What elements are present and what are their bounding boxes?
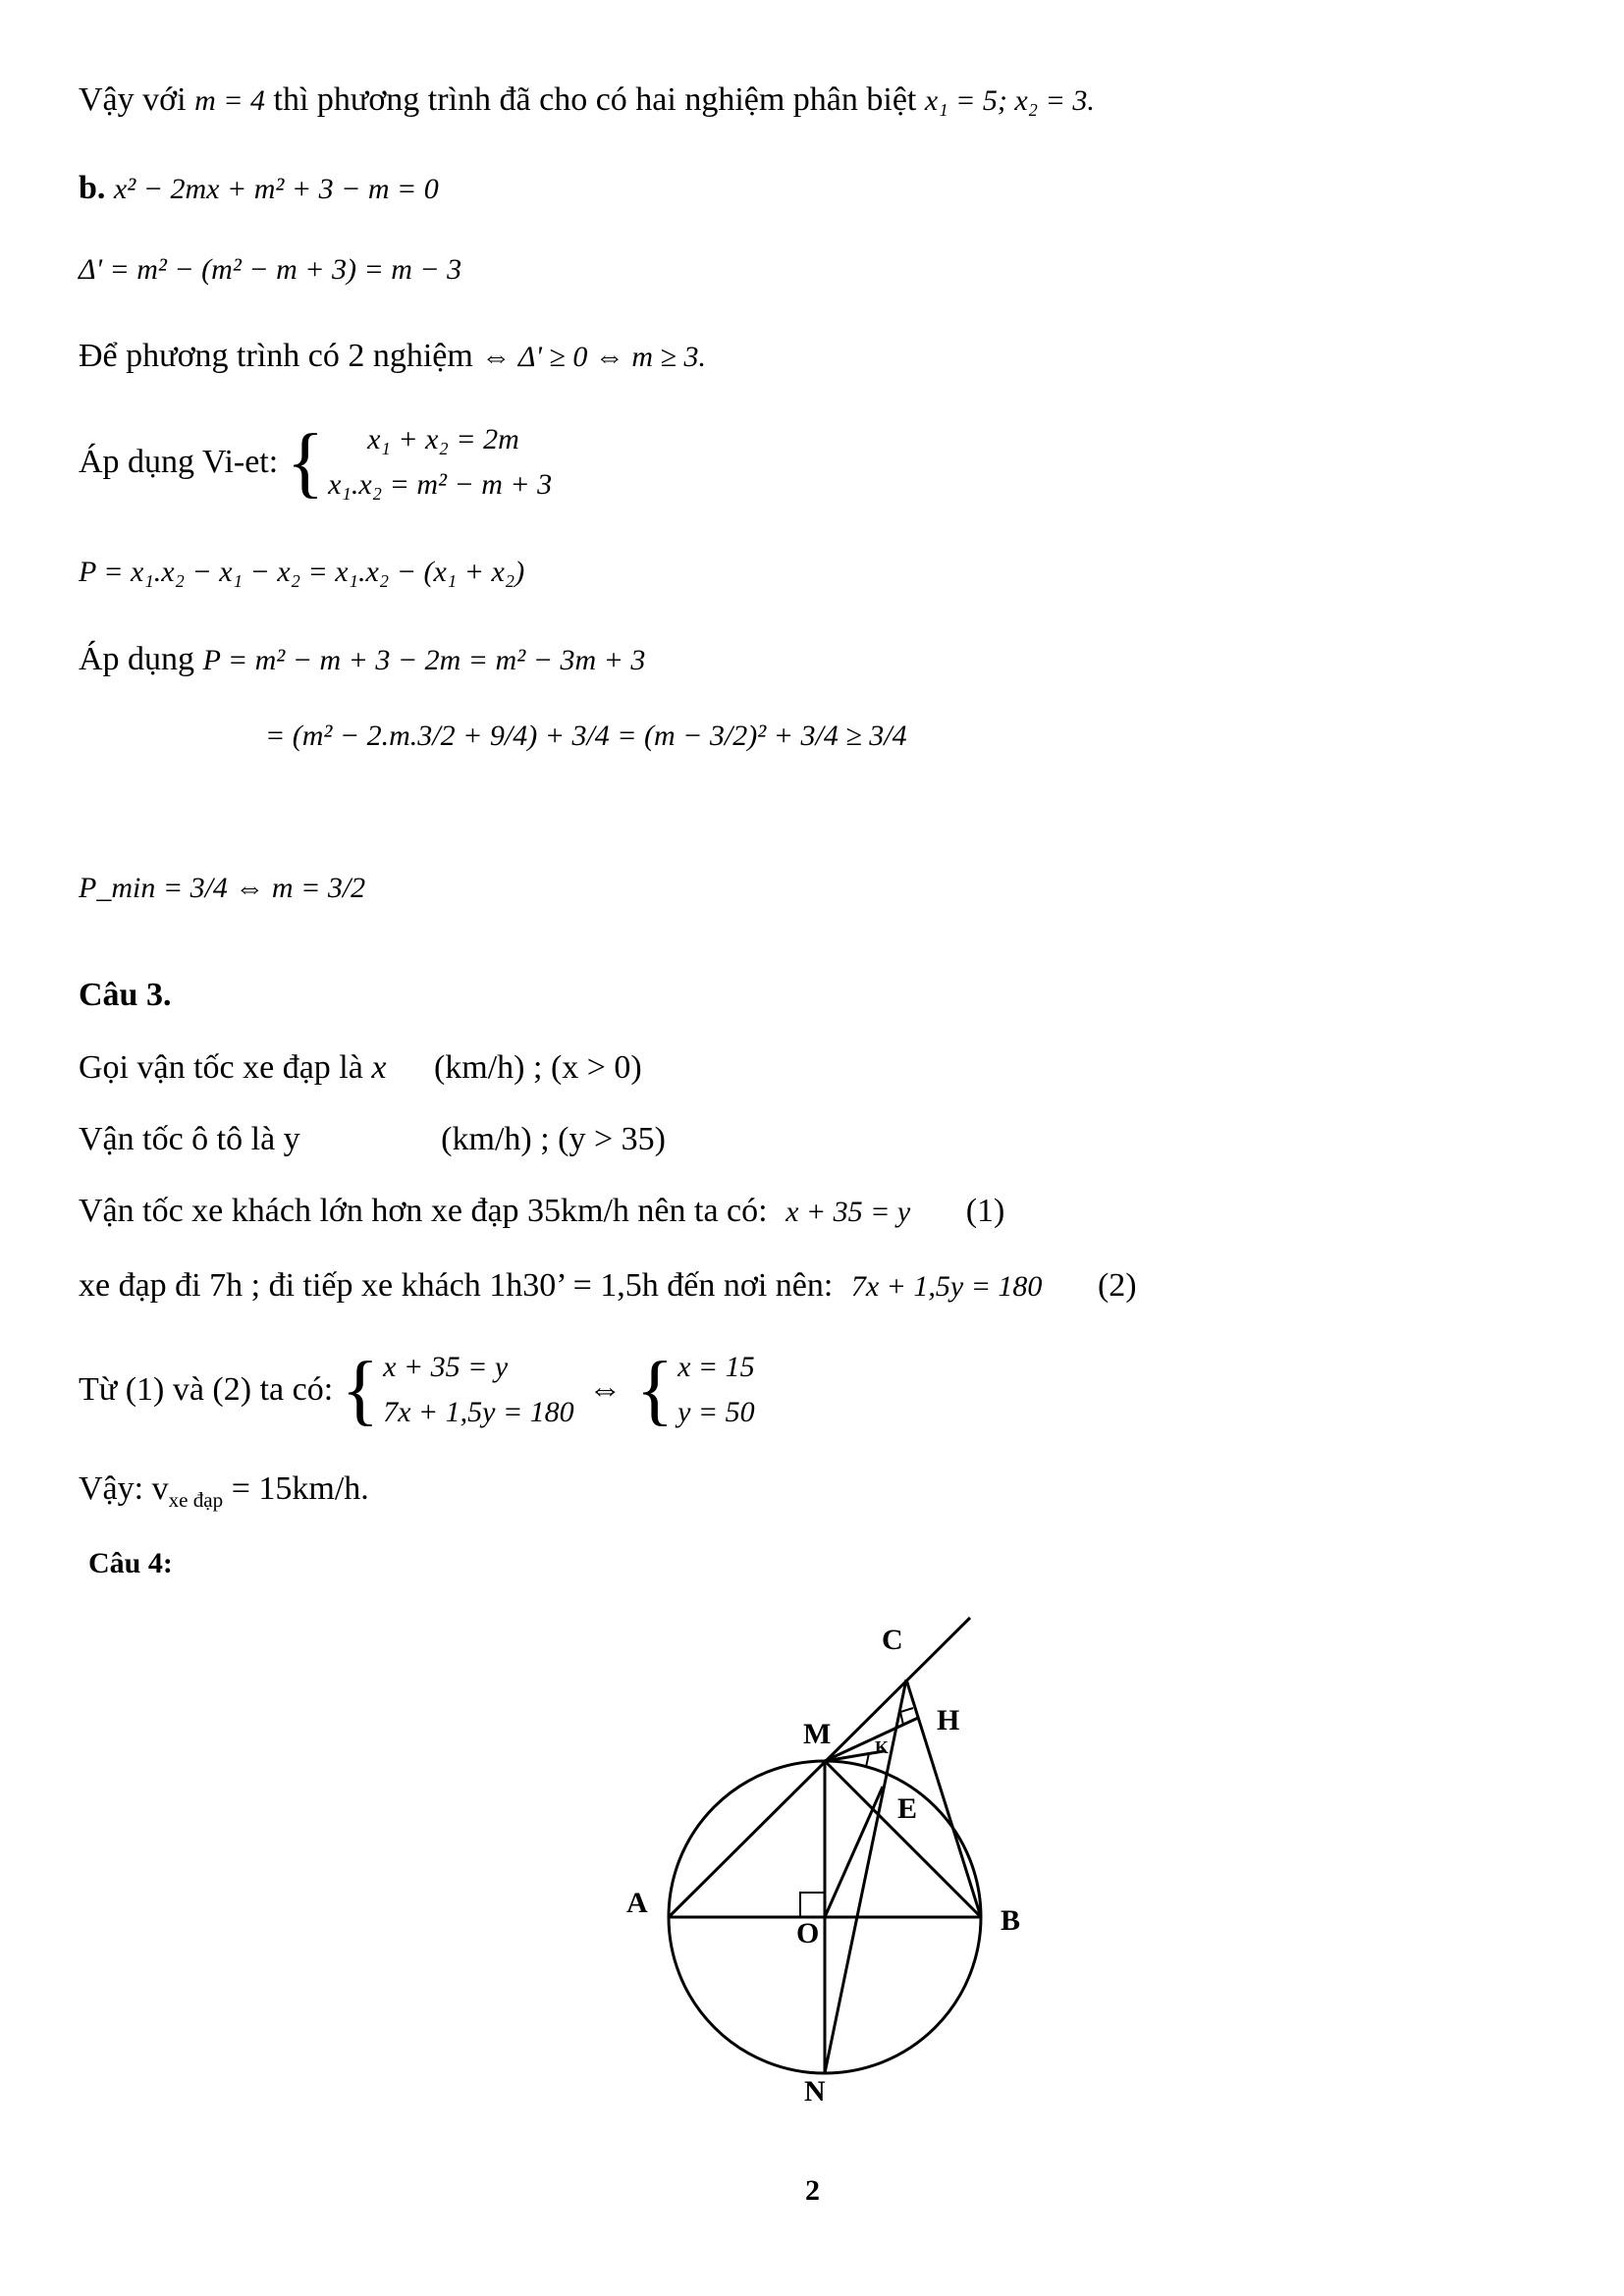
- sys-left2: 7x + 1,5y = 180: [383, 1396, 574, 1428]
- cau3-line3-tag: (1): [965, 1193, 1005, 1229]
- label-h: H: [937, 1704, 960, 1736]
- delta-line: Δ' = m² − (m² − m + 3) = m − 3: [79, 253, 462, 286]
- sys-right2: y = 50: [677, 1396, 755, 1428]
- apply-expr: P = m² − m + 3 − 2m = m² − 3m + 3: [202, 644, 646, 676]
- cau3-line4: [79, 1266, 1137, 1307]
- cau3-line3: [79, 1192, 1004, 1232]
- cau3-line3-text: Vận tốc xe khách lớn hơn xe đạp 35km/h nên ta có:: [79, 1193, 768, 1229]
- right-angle-o: [800, 1893, 825, 1917]
- label-m: M: [803, 1718, 832, 1750]
- label-k: K: [875, 1737, 890, 1757]
- geometry-figure: [0, 1590, 1624, 2199]
- cau3-line4-text: xe đạp đi 7h ; đi tiếp xe khách 1h30’ = 1,5h đến nơi nên:: [79, 1267, 834, 1304]
- square-expr: = (m² − 2.m.3/2 + 9/4) + 3/4 = (m − 3/2)² + 3/4 ≥ 3/4: [265, 720, 907, 752]
- pmin-expr: P_min = 3/4 ⇔ m = 3/2: [79, 872, 366, 904]
- vieta-system: [287, 417, 552, 507]
- p-expression: P = x₁.x₂ − x₁ − x₂ = x₁.x₂ − (x₁ + x₂): [79, 556, 525, 588]
- cau3-system-line: [79, 1345, 755, 1435]
- vieta-label: Áp dụng Vi-et:: [79, 444, 279, 480]
- segment-cn: [825, 1680, 906, 2073]
- cau3-line1-text: Gọi vận tốc xe đạp là: [79, 1049, 363, 1086]
- cau3-line5-text: Từ (1) và (2) ta có:: [79, 1371, 334, 1408]
- condition-math: ⇔ Δ' ≥ 0 ⇔ m ≥ 3.: [481, 341, 706, 373]
- segment-oe: [825, 1787, 883, 1917]
- cau3-line2: [79, 1120, 666, 1159]
- brace-icon: {: [341, 1347, 380, 1433]
- label-a: A: [626, 1887, 648, 1919]
- conclusion-sub: xe đạp: [168, 1487, 224, 1512]
- brace-icon: {: [635, 1347, 675, 1433]
- cau3-system-right: [636, 1345, 755, 1435]
- vieta-block: [79, 417, 552, 507]
- line-amc: [669, 1618, 970, 1917]
- cau4-heading: Câu 4:: [88, 1547, 173, 1579]
- conclusion-prefix: Vậy: v: [79, 1470, 169, 1507]
- apply-label: Áp dụng: [79, 641, 195, 677]
- cau3-line1-unit: (km/h) ;: [433, 1049, 543, 1086]
- sys-left1: x + 35 = y: [383, 1351, 509, 1383]
- cau3-line4-eq: 7x + 1,5y = 180: [850, 1270, 1043, 1303]
- part-b-label: b.: [79, 170, 106, 206]
- cau3-heading: Câu 3.: [79, 977, 172, 1013]
- vieta-line2: x₁.x₂ = m² − m + 3: [328, 468, 553, 501]
- label-o: O: [796, 1917, 820, 1949]
- cau3-line4-tag: (2): [1097, 1267, 1137, 1304]
- vieta-line1: x₁ + x₂ = 2m: [367, 423, 519, 455]
- label-e: E: [897, 1792, 918, 1825]
- condition-line: [79, 337, 706, 377]
- condition-text: Để phương trình có 2 nghiệm: [79, 338, 473, 374]
- apply-line: [79, 640, 645, 680]
- sys-right1: x = 15: [677, 1351, 755, 1383]
- brace-icon: {: [286, 419, 325, 506]
- equiv-symbol: ⇔: [588, 1371, 623, 1408]
- cau3-line2-unit: (km/h) ; (y > 35): [441, 1121, 666, 1157]
- label-n: N: [804, 2075, 826, 2108]
- conclusion-a-text2: thì phương trình đã cho có hai nghiệm phân biệt: [273, 81, 917, 118]
- label-c: C: [882, 1624, 903, 1656]
- cau3-conclusion: [79, 1469, 369, 1512]
- page-number: 2: [805, 2174, 820, 2207]
- conclusion-a-math2: x₁ = 5; x₂ = 3.: [924, 84, 1095, 117]
- cau3-system-left: [342, 1345, 574, 1435]
- part-b-equation: [79, 169, 439, 209]
- cau3-line3-eq: x + 35 = y: [785, 1196, 911, 1228]
- conclusion-a-text1: Vậy với: [79, 81, 187, 118]
- cau3-line1: [79, 1048, 642, 1088]
- cau3-line2-text: Vận tốc ô tô là y: [79, 1121, 300, 1157]
- part-b-eq: x² − 2mx + m² + 3 − m = 0: [113, 173, 439, 205]
- cau3-line1-cond: (x > 0): [550, 1049, 642, 1086]
- cau3-line1-var: x: [371, 1049, 387, 1086]
- label-b: B: [1001, 1904, 1021, 1937]
- conclusion-suffix: = 15km/h.: [223, 1470, 369, 1507]
- conclusion-a: [79, 80, 1095, 121]
- conclusion-a-math1: m = 4: [194, 84, 265, 117]
